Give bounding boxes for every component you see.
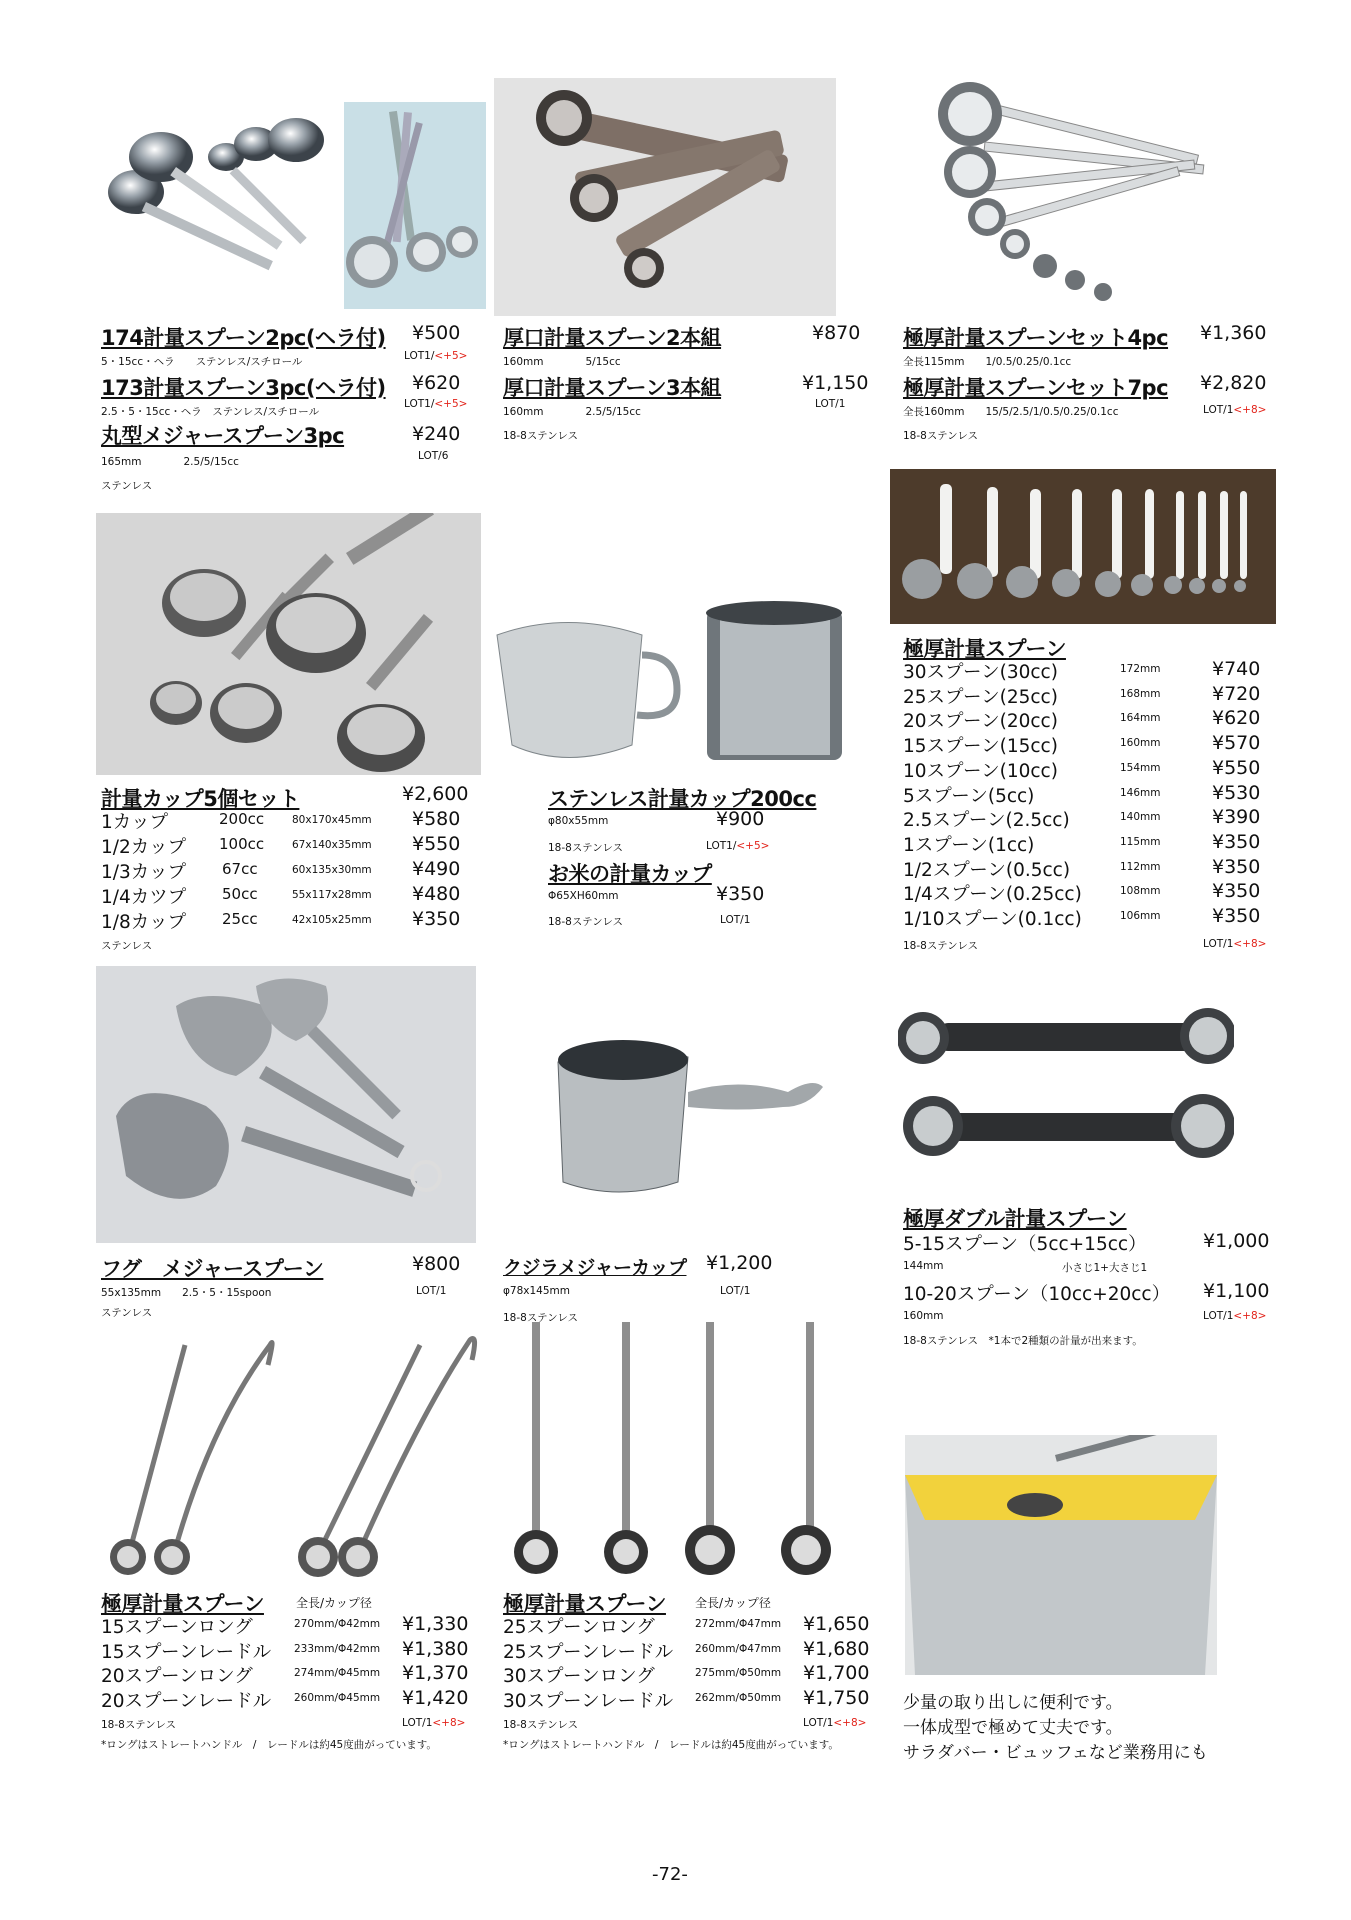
double-spec2: 160mm bbox=[903, 1310, 944, 1322]
p1-item1-title: 174計量スプーン2pc(ヘラ付) bbox=[101, 326, 386, 350]
product-photo-ladles-15-20 bbox=[100, 1325, 480, 1585]
cups-price: ¥2,600 bbox=[402, 783, 469, 805]
product-photo-thick-spoon-set bbox=[494, 78, 836, 316]
double-note: 18-8ステンレス *1本で2種類の計量が出来ます。 bbox=[903, 1335, 1143, 1347]
ladle1-title: 極厚計量スプーン bbox=[101, 1592, 264, 1616]
ladle2-row-price: ¥1,650 bbox=[803, 1613, 870, 1635]
double-price2: ¥1,100 bbox=[1203, 1280, 1270, 1302]
product-photo-spoon-set-174-173 bbox=[96, 112, 346, 287]
cups-row-cc: 25cc bbox=[222, 910, 258, 928]
ladle2-row-size: 275mm/Φ50mm bbox=[695, 1667, 782, 1680]
heavy-row-length: 168mm bbox=[1120, 687, 1161, 700]
cups-row-size: 60x135x30mm bbox=[292, 864, 372, 876]
cups-row-name: 1/3カップ bbox=[101, 862, 187, 883]
p2-item2-title: 厚口計量スプーン3本組 bbox=[503, 376, 722, 400]
p2-item2-price: ¥1,150 bbox=[802, 372, 869, 394]
p1-item1-spec: 5・15cc・ヘラ ステンレス/スチロール bbox=[101, 356, 303, 368]
ladle1-row-size: 274mm/Φ45mm bbox=[294, 1667, 381, 1680]
heavy-row-length: 106mm bbox=[1120, 910, 1161, 922]
promo-line-3: サラダバー・ビュッフェなど業務用にも bbox=[903, 1743, 1208, 1763]
ladle2-note: *ロングはストレートハンドル / レードルは約45度曲がっています。 bbox=[503, 1739, 839, 1751]
fugu-price: ¥800 bbox=[412, 1253, 461, 1275]
product-photo-double-spoon bbox=[898, 998, 1234, 1178]
kujira-cup-image bbox=[538, 1022, 828, 1212]
kujira-price: ¥1,200 bbox=[706, 1252, 773, 1274]
p3-item2-price: ¥2,820 bbox=[1200, 372, 1267, 394]
thick-spoons-image bbox=[494, 78, 836, 316]
heavy-row-length: 108mm bbox=[1120, 885, 1161, 898]
heavy-row-price: ¥350 bbox=[1212, 880, 1261, 903]
serving-tray-image bbox=[905, 1435, 1217, 1675]
spoon-set-7pc-image bbox=[925, 82, 1230, 305]
cups-row-name: 1/4カツプ bbox=[101, 887, 187, 908]
heavy-row-name: 20スプーン(20cc) bbox=[903, 711, 1058, 733]
ladle1-note: *ロングはストレートハンドル / レードルは約45度曲がっています。 bbox=[101, 1739, 437, 1751]
cups-row-cc: 50cc bbox=[222, 885, 258, 903]
promo-line-1: 少量の取り出しに便利です。 bbox=[903, 1693, 1123, 1713]
ladle1-row-name: 15スプーンレードル bbox=[101, 1641, 272, 1663]
cups-row-price: ¥480 bbox=[412, 883, 461, 905]
heavy-row-price: ¥570 bbox=[1212, 732, 1261, 755]
ladle2-row-price: ¥1,750 bbox=[803, 1687, 870, 1710]
p3-item1-price: ¥1,360 bbox=[1200, 322, 1267, 344]
ladle1-row-price: ¥1,330 bbox=[402, 1613, 469, 1635]
heavy-row-length: 160mm bbox=[1120, 737, 1161, 750]
heavy-row-name: 1スプーン(1cc) bbox=[903, 834, 1035, 856]
ladle2-row-size: 260mm/Φ47mm bbox=[695, 1642, 782, 1655]
cups-row-size: 80x170x45mm bbox=[292, 814, 372, 826]
page-number: -72- bbox=[652, 1864, 688, 1885]
p2-item2-material: 18-8ステンレス bbox=[503, 430, 579, 442]
p3-item2-lot: LOT/1<+8> bbox=[1203, 404, 1267, 416]
product-photo-round-measure-spoon bbox=[344, 102, 486, 309]
product-photo-kujira-cup bbox=[538, 1022, 828, 1212]
measuring-spoons-image bbox=[96, 112, 346, 287]
fugu-spec: 55x135mm 2.5・5・15spoon bbox=[101, 1287, 272, 1299]
cups-row-cc: 100cc bbox=[219, 835, 265, 853]
heavy-row-length: 140mm bbox=[1120, 811, 1161, 824]
ladle2-row-name: 30スプーンロング bbox=[503, 1666, 655, 1688]
ladle1-row-price: ¥1,370 bbox=[402, 1662, 469, 1685]
heavy-row-name: 2.5スプーン(2.5cc) bbox=[903, 810, 1070, 832]
heavy-row-length: 172mm bbox=[1120, 663, 1161, 675]
heavy-row-length: 112mm bbox=[1120, 860, 1161, 873]
cups-row-size: 55x117x28mm bbox=[292, 889, 372, 901]
heavy-row-name: 10スプーン(10cc) bbox=[903, 760, 1058, 782]
ladle2-title: 極厚計量スプーン bbox=[503, 1592, 666, 1616]
kujira-material: 18-8ステンレス bbox=[503, 1312, 579, 1324]
heavy-row-price: ¥350 bbox=[1212, 905, 1261, 927]
cups-row-price: ¥350 bbox=[412, 908, 461, 930]
heavy-row-length: 164mm bbox=[1120, 712, 1161, 725]
heavy-row-price: ¥740 bbox=[1212, 658, 1261, 680]
kujira-title: クジラメジャーカップ bbox=[503, 1257, 687, 1279]
rice-cup-lot: LOT/1 bbox=[720, 914, 751, 926]
heavy-row-price: ¥550 bbox=[1212, 756, 1261, 779]
cups-row-name: 1/2カップ bbox=[101, 837, 187, 858]
cups-row-price: ¥490 bbox=[412, 858, 461, 880]
cups-material: ステンレス bbox=[101, 940, 153, 952]
p1-item1-price: ¥500 bbox=[412, 322, 461, 344]
heavy-row-name: 25スプーン(25cc) bbox=[903, 686, 1058, 708]
p1-item2-lot: LOT1/<+5> bbox=[404, 398, 468, 410]
cup-set-image bbox=[96, 513, 481, 775]
ladle2-row-price: ¥1,700 bbox=[803, 1662, 870, 1685]
heavy-row-price: ¥390 bbox=[1212, 806, 1261, 829]
kujira-lot: LOT/1 bbox=[720, 1285, 751, 1297]
ladle1-lot: LOT/1<+8> bbox=[402, 1717, 466, 1729]
ladle2-sub: 全長/カップ径 bbox=[695, 1596, 771, 1610]
ladle1-sub: 全長/カップ径 bbox=[296, 1596, 372, 1610]
heavy-row-price: ¥350 bbox=[1212, 830, 1261, 853]
steelcup-material: 18-8ステンレス bbox=[548, 842, 624, 854]
fugu-lot: LOT/1 bbox=[416, 1285, 447, 1297]
p2-item1-spec: 160mm 5/15cc bbox=[503, 356, 621, 368]
heavy-lot: LOT/1<+8> bbox=[1203, 938, 1267, 950]
p3-item2-spec: 全長160mm 15/5/2.5/1/0.5/0.25/0.1cc bbox=[903, 406, 1119, 418]
p2-item2-lot: LOT/1 bbox=[815, 398, 846, 410]
heavy-title: 極厚計量スプーン bbox=[903, 637, 1066, 661]
heavy-row-price: ¥530 bbox=[1212, 781, 1261, 804]
heavy-row-price: ¥350 bbox=[1212, 855, 1261, 878]
heavy-row-name: 5スプーン(5cc) bbox=[903, 785, 1035, 807]
ladle2-row-name: 30スプーンレードル bbox=[503, 1691, 674, 1713]
heavy-spoons-image bbox=[890, 469, 1276, 624]
ladle1-row-price: ¥1,420 bbox=[402, 1687, 469, 1710]
ladle2-row-size: 262mm/Φ50mm bbox=[695, 1692, 782, 1705]
heavy-row-length: 115mm bbox=[1120, 835, 1161, 848]
product-photo-7pc-spoon-set bbox=[925, 82, 1230, 305]
kujira-spec: φ78x145mm bbox=[503, 1285, 570, 1297]
p3-item2-title: 極厚計量スプーンセット7pc bbox=[903, 376, 1169, 400]
rice-cup-spec: Φ65XH60mm bbox=[548, 890, 619, 902]
heavy-row-length: 146mm bbox=[1120, 786, 1161, 799]
cups-row-cc: 67cc bbox=[222, 860, 258, 878]
fugu-spoons-image bbox=[96, 966, 476, 1243]
rice-cup-material: 18-8ステンレス bbox=[548, 916, 624, 928]
p1-item3-title: 丸型メジャースプーン3pc bbox=[101, 424, 345, 448]
p1-item3-lot: LOT/6 bbox=[418, 450, 449, 462]
double-title: 極厚ダブル計量スプーン bbox=[903, 1207, 1127, 1231]
cups-row-cc: 200cc bbox=[219, 810, 265, 828]
double-spec1: 144mm bbox=[903, 1260, 944, 1272]
ladle2-row-size: 272mm/Φ47mm bbox=[695, 1618, 782, 1630]
double-row1: 5-15スプーン（5cc+15cc） bbox=[903, 1234, 1147, 1255]
ladles-15-20-image bbox=[100, 1325, 480, 1585]
heavy-row-name: 1/2スプーン(0.5cc) bbox=[903, 859, 1071, 881]
double-row2: 10-20スプーン（10cc+20cc） bbox=[903, 1284, 1171, 1305]
p1-item3-material: ステンレス bbox=[101, 480, 153, 492]
rice-cup-title: お米の計量カップ bbox=[548, 862, 712, 886]
heavy-row-name: 1/10スプーン(0.1cc) bbox=[903, 909, 1082, 930]
product-photo-ladles-25-30 bbox=[506, 1322, 842, 1587]
p1-item2-title: 173計量スプーン3pc(ヘラ付) bbox=[101, 376, 386, 400]
p2-item1-price: ¥870 bbox=[812, 322, 861, 344]
product-photo-measuring-cup-set bbox=[96, 513, 481, 775]
p2-item2-spec: 160mm 2.5/5/15cc bbox=[503, 406, 641, 418]
ladle2-lot: LOT/1<+8> bbox=[803, 1717, 867, 1729]
ladle1-row-name: 20スプーンロング bbox=[101, 1666, 253, 1688]
ladle1-row-size: 233mm/Φ42mm bbox=[294, 1642, 381, 1655]
product-photo-serving-tray bbox=[905, 1435, 1217, 1675]
double-lot: LOT/1<+8> bbox=[1203, 1310, 1267, 1322]
cups-row-price: ¥580 bbox=[412, 808, 461, 830]
steelcup-price: ¥900 bbox=[716, 808, 765, 830]
cups-row-name: 1/8カップ bbox=[101, 912, 187, 933]
heavy-row-name: 15スプーン(15cc) bbox=[903, 736, 1058, 758]
cups-title: 計量カップ5個セット bbox=[101, 787, 300, 811]
product-photo-heavy-spoons bbox=[890, 469, 1276, 624]
product-photo-fugu-spoon bbox=[96, 966, 476, 1243]
fugu-material: ステンレス bbox=[101, 1307, 153, 1319]
round-spoons-image bbox=[344, 102, 486, 309]
p3-item2-material: 18-8ステンレス bbox=[903, 430, 979, 442]
heavy-row-length: 154mm bbox=[1120, 761, 1161, 774]
steelcup-title: ステンレス計量カップ200cc bbox=[548, 787, 817, 811]
cups-row-size: 67x140x35mm bbox=[292, 839, 372, 851]
ladle1-row-size: 260mm/Φ45mm bbox=[294, 1692, 381, 1705]
p1-item2-spec: 2.5・5・15cc・ヘラ ステンレス/スチロール bbox=[101, 406, 320, 418]
rice-cup-price: ¥350 bbox=[716, 883, 765, 905]
heavy-material: 18-8ステンレス bbox=[903, 940, 979, 952]
ladle1-row-name: 20スプーンレードル bbox=[101, 1691, 272, 1713]
cups-row-size: 42x105x25mm bbox=[292, 914, 372, 926]
heavy-row-price: ¥620 bbox=[1212, 707, 1261, 730]
p1-item3-spec: 165mm 2.5/5/15cc bbox=[101, 456, 239, 468]
ladle1-row-price: ¥1,380 bbox=[402, 1637, 469, 1660]
ladle2-material: 18-8ステンレス bbox=[503, 1719, 579, 1731]
steelcup-spec: φ80x55mm bbox=[548, 815, 609, 827]
steelcup-lot: LOT1/<+5> bbox=[706, 840, 770, 852]
p1-item1-lot: LOT1/<+5> bbox=[404, 350, 468, 362]
double-price1: ¥1,000 bbox=[1203, 1230, 1270, 1252]
ladle2-row-price: ¥1,680 bbox=[803, 1637, 870, 1660]
heavy-row-price: ¥720 bbox=[1212, 682, 1261, 705]
ladle1-row-size: 270mm/Φ42mm bbox=[294, 1618, 381, 1630]
ladle2-row-name: 25スプーンレードル bbox=[503, 1641, 674, 1663]
ladle1-material: 18-8ステンレス bbox=[101, 1719, 177, 1731]
cups-row-price: ¥550 bbox=[412, 833, 461, 855]
product-photo-steel-cups bbox=[492, 595, 852, 770]
p2-item1-title: 厚口計量スプーン2本組 bbox=[503, 326, 722, 350]
heavy-row-name: 30スプーン(30cc) bbox=[903, 662, 1058, 683]
double-spec1b: 小さじ1+大さじ1 bbox=[1062, 1262, 1148, 1274]
promo-line-2: 一体成型で極めて丈夫です。 bbox=[903, 1718, 1123, 1738]
p1-item2-price: ¥620 bbox=[412, 372, 461, 394]
ladle2-row-name: 25スプーンロング bbox=[503, 1617, 655, 1638]
ladles-25-30-image bbox=[506, 1322, 842, 1587]
double-spoons-image bbox=[898, 998, 1234, 1178]
p1-item3-price: ¥240 bbox=[412, 423, 461, 445]
heavy-row-name: 1/4スプーン(0.25cc) bbox=[903, 884, 1082, 906]
ladle1-row-name: 15スプーンロング bbox=[101, 1617, 253, 1638]
steel-cups-image bbox=[492, 595, 852, 770]
p3-item1-spec: 全長115mm 1/0.5/0.25/0.1cc bbox=[903, 356, 1072, 368]
cups-row-name: 1カップ bbox=[101, 812, 169, 833]
fugu-title: フグ メジャースプーン bbox=[101, 1257, 324, 1281]
p3-item1-title: 極厚計量スプーンセット4pc bbox=[903, 326, 1169, 350]
